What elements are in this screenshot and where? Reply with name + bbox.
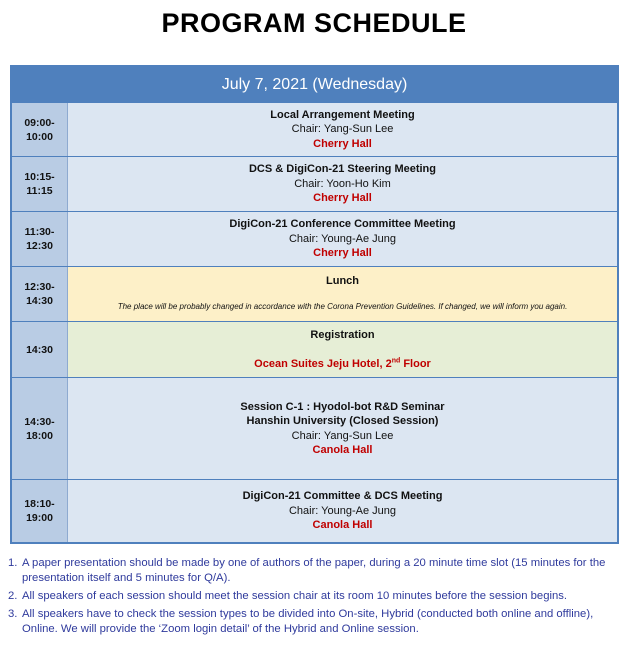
time-start: 11:30- (24, 226, 55, 238)
note-text: A paper presentation should be made by one of authors of the paper, during a 20 minute time slot (15 minutes for the presentation itself and 5 minutes for Q/A). (22, 557, 606, 584)
note-number: 3. (8, 608, 18, 620)
time-start: 14:30 (26, 343, 53, 356)
session-cell (68, 267, 617, 321)
session-venue: Cherry Hall (313, 247, 372, 260)
time-cell (12, 322, 68, 377)
schedule-row (12, 479, 617, 542)
ordinal-suffix: nd (391, 357, 401, 365)
time-start: 14:30- (24, 415, 55, 428)
time-end: 19:00 (26, 512, 53, 524)
session-chair: Chair: Young-Ae Jung (288, 504, 397, 517)
session-chair: Chair: Young-Ae Jung (288, 232, 397, 245)
session-venue: Canola Hall (312, 519, 373, 532)
page-title: PROGRAM SCHEDULE (161, 8, 467, 38)
schedule-row (12, 156, 617, 211)
time-start: 12:30- (24, 281, 55, 293)
venue-text: Ocean Suites Jeju Hotel, 2nd Floor (254, 357, 431, 370)
session-name: Lunch (326, 274, 359, 287)
time-cell (12, 480, 68, 542)
session-cell (68, 322, 617, 377)
session-name: Session C-1 : Hyodol-bot R&D Seminar (240, 400, 445, 413)
session-note: The place will be probably changed in accordance with the Corona Prevention Guidelines. If changed, we will inform you again. (117, 302, 568, 311)
session-chair: Chair: Yoon-Ho Kim (294, 177, 391, 190)
session-cell (68, 480, 617, 542)
day-header: July 7, 2021 (Wednesday) (12, 67, 617, 102)
session-name: Local Arrangement Meeting (270, 108, 415, 121)
session-cell (68, 378, 617, 479)
time-cell (12, 157, 68, 211)
note-item (8, 556, 620, 586)
session-name: DigiCon-21 Conference Committee Meeting (229, 218, 456, 231)
time-end: 12:30 (26, 240, 53, 252)
session-venue: Cherry Hall (313, 137, 372, 150)
note-text: All speakers of each session should meet the session chair at its room 10 minutes before the session begins. (22, 590, 568, 602)
note-text: All speakers have to check the session types to be divided into On-site, Hybrid (conducted both online and offline), Online. We will provide the ‘Zoom login detail’ of the Hybrid and Online session. (22, 608, 594, 635)
time-cell (12, 212, 68, 266)
schedule-row (12, 102, 617, 156)
session-cell (68, 157, 617, 211)
time-start: 09:00- (24, 116, 55, 129)
note-number: 2. (8, 590, 18, 602)
time-end: 10:00 (26, 130, 53, 143)
time-cell (12, 103, 68, 156)
session-venue: Cherry Hall (313, 192, 372, 205)
time-cell (12, 267, 68, 321)
time-start: 18:10- (24, 498, 55, 510)
session-venue (68, 354, 617, 371)
session-venue: Canola Hall (312, 444, 373, 456)
session-cell (68, 212, 617, 266)
time-end: 14:30 (26, 295, 53, 307)
note-item (8, 589, 620, 604)
session-chair: Chair: Yang-Sun Lee (291, 123, 394, 136)
session-chair: Chair: Yang-Sun Lee (291, 429, 394, 442)
session-name: DCS & DigiCon-21 Steering Meeting (248, 163, 437, 176)
session-name: Registration (310, 328, 375, 341)
session-name: DigiCon-21 Committee & DCS Meeting (242, 490, 443, 503)
time-cell (12, 378, 68, 479)
schedule-row (12, 321, 617, 377)
session-cell (68, 103, 617, 156)
schedule-row (12, 377, 617, 479)
time-end: 18:00 (26, 429, 53, 442)
time-end: 11:15 (26, 185, 53, 197)
schedule-row (12, 266, 617, 321)
schedule-table (10, 65, 619, 544)
note-number: 1. (8, 557, 18, 569)
schedule-row (12, 211, 617, 266)
session-subtitle: Hanshin University (Closed Session) (246, 415, 439, 427)
time-start: 10:15- (24, 171, 55, 183)
notes-list (8, 556, 620, 640)
note-item (8, 607, 620, 637)
